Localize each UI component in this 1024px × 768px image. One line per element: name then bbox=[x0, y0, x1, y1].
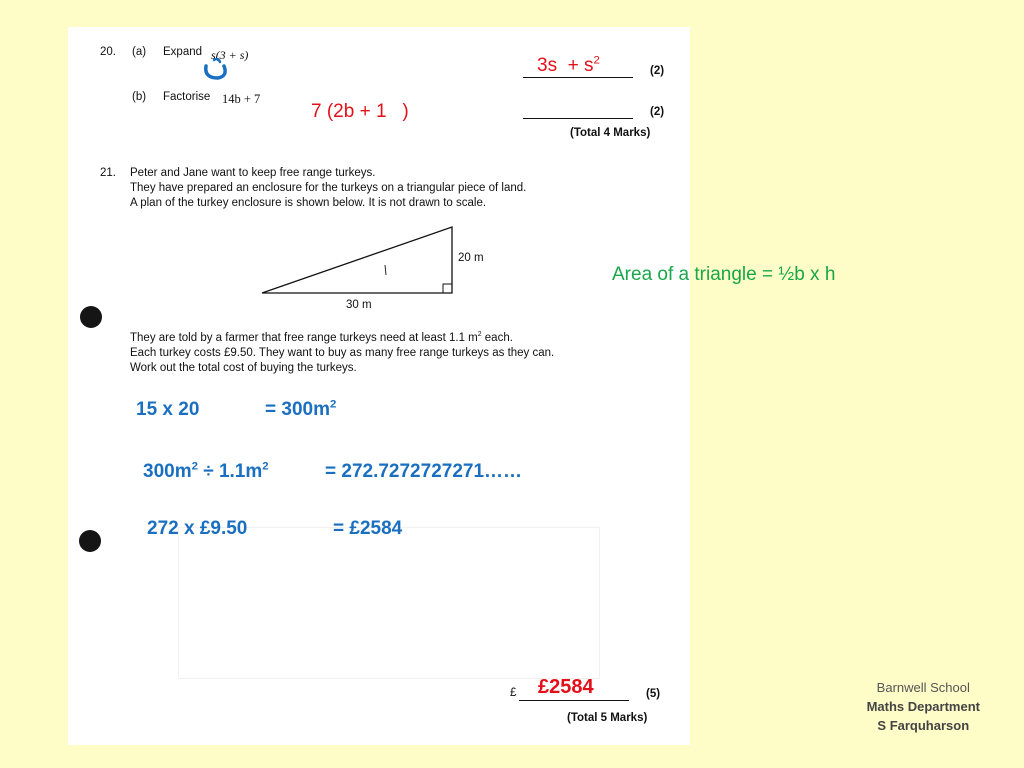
q20b-expression: 14b + 7 bbox=[222, 92, 261, 106]
q21-task-line3: Work out the total cost of buying the turkeys. bbox=[130, 362, 357, 374]
triangle-height-label: 20 m bbox=[458, 252, 484, 264]
q21-intro-line2: They have prepared an enclosure for the turkeys on a triangular piece of land. bbox=[130, 182, 527, 194]
final-answer: £2584 bbox=[538, 676, 594, 698]
triangle-area-formula: Area of a triangle = ½b x h bbox=[612, 264, 836, 285]
footer-teacher: S Farquharson bbox=[877, 718, 970, 733]
expand-arrow-annotation bbox=[198, 58, 232, 88]
working-line2-right: = 272.7272727271…… bbox=[325, 461, 523, 482]
q21-task-line1: They are told by a farmer that free range turkeys need at least 1.1 $m^2$ each. bbox=[130, 331, 513, 344]
q21-number: 21. bbox=[100, 167, 116, 179]
q20a-expression: s(3 + s) bbox=[211, 48, 249, 62]
footer-credits bbox=[867, 678, 980, 735]
working-line3-right: = £2584 bbox=[333, 518, 403, 539]
q20a-text: Expand bbox=[163, 46, 203, 58]
q20b-marks: (2) bbox=[650, 106, 665, 118]
q21-currency: £ bbox=[510, 687, 517, 699]
punch-hole-bottom bbox=[79, 530, 101, 552]
working-line1-left: 15 x 20 bbox=[136, 399, 200, 420]
triangle-base-label: 30 m bbox=[346, 299, 372, 311]
q20b-answer-line bbox=[523, 118, 633, 119]
q21-intro-line3: A plan of the turkey enclosure is shown below. It is not drawn to scale. bbox=[130, 197, 487, 209]
q20-total: (Total 4 Marks) bbox=[570, 127, 651, 139]
footer-school: Barnwell School bbox=[876, 680, 970, 695]
q20b-text: Factorise bbox=[163, 91, 211, 103]
exam-page bbox=[68, 27, 690, 745]
answer-20b: 7 (2b + 1 ) bbox=[311, 101, 409, 122]
q20b-label: (b) bbox=[132, 91, 147, 103]
q21-total: (Total 5 Marks) bbox=[567, 712, 648, 724]
answer-20a: $3s + s^2$ bbox=[537, 54, 600, 76]
q21-task-line2: Each turkey costs £9.50. They want to buy as many free range turkeys as they can. bbox=[130, 347, 555, 359]
footer-department: Maths Department bbox=[866, 699, 980, 714]
q20a-marks: (2) bbox=[650, 65, 665, 77]
punch-hole-top bbox=[80, 306, 102, 328]
working-line1-right: = $300m^2$ bbox=[265, 398, 337, 420]
q20a-answer-line bbox=[523, 77, 633, 78]
triangle-diagram bbox=[258, 223, 468, 303]
working-line2-left: $300m^2 \div 1.1m^2$ bbox=[143, 460, 269, 482]
faint-grid bbox=[178, 527, 600, 679]
q21-intro-line1: Peter and Jane want to keep free range turkeys. bbox=[130, 167, 376, 179]
q21-marks: (5) bbox=[646, 688, 661, 700]
q21-answer-line bbox=[519, 700, 629, 701]
q20a-label: (a) bbox=[132, 46, 147, 58]
q20-number: 20. bbox=[100, 46, 116, 58]
working-line3-left: 272 x £9.50 bbox=[147, 518, 248, 539]
